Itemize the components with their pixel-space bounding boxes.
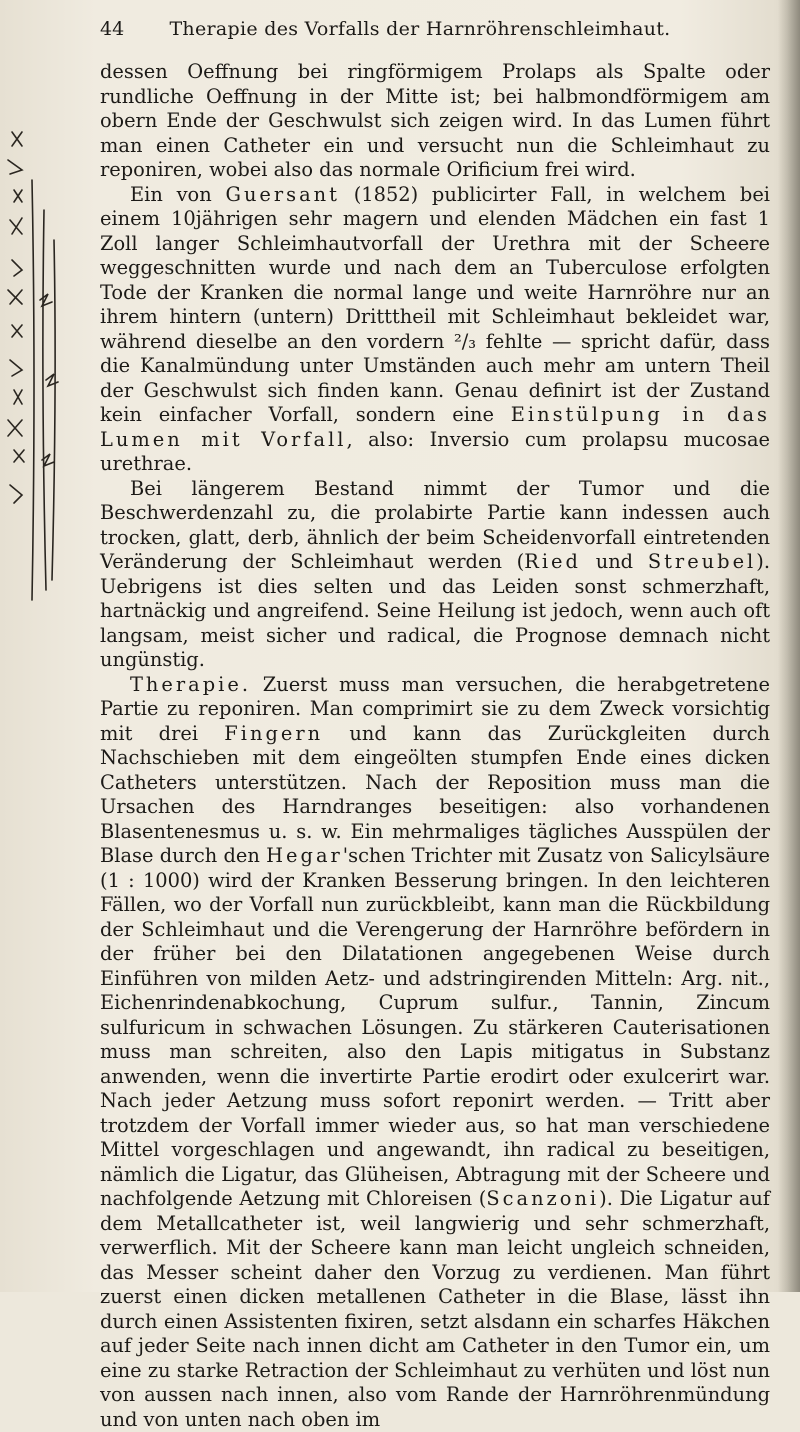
paragraph [100,673,770,1432]
text-run: dessen Oeffnung bei ringförmigem Prolaps als Spalte oder rundliche Oeffnung in der Mitte ist; bei halbmondförmigem am obern Ende der Geschwulst sich zeigen wird. In das Lumen führt man einen Catheter ein und versucht nun die Schleimhaut zu reponiren, wobei also das normale Orificium frei wird. [100,60,770,181]
text-run: Bei längerem Bestand nimmt der Tumor und die Beschwerdenzahl zu, die prolabirte Partie kann indessen auch trocken, glatt, derb, ähnlich der beim Scheidenvorfall eintretenden Veränderung der Schleimhaut werden ( [100,477,770,574]
text-run: , also: Inversio cum prolapsu mucosae urethrae. [100,428,770,476]
text-run: und kann das Zurückgleiten durch Nachschieben mit dem eingeölten stumpfen Ende eines dicken Catheters unterstützen. Nach der Reposition muss man die Ursachen des Harndranges beseitigen: also vorhandenen Blasentenesmus u. s. w. Ein mehrmaliges tägliches Ausspülen der Blase durch den [100,722,770,868]
spaced-emphasis: Ried [524,550,581,573]
text-run: (1852) publicirter Fall, in welchem bei einem 10jährigen sehr magern und elenden Mädchen ein fast 1 Zoll langer Schleimhautvorfall der Urethra mit der Scheere weggeschnitten wurde und nach dem an Tuberculose erfolgten Tode der Kranken die normal lange und weite Harnröhre nur an ihrem hintern (untern) Dritttheil mit Schleimhaut bekleidet war, während dieselbe an den vordern ²/₃ fehlte — spricht dafür, dass die Kanalmündung unter Umständen auch mehr am untern Theil der Geschwulst sich finden kann. Genau definirt ist der Zustand kein einfacher Vorfall, sondern eine [100,183,770,427]
running-title: Therapie des Vorfalls der Harnröhrenschleimhaut. [100,18,740,40]
text-run: 'schen Trichter mit Zusatz von Salicylsäure (1 : 1000) wird der Kranken Besserung bringen. In den leichteren Fällen, wo der Vorfall nun zurückbleibt, kann man die Rückbildung der Schleimhaut und die Verengerung der Harnröhre befördern in der früher bei den Dilatationen angegebenen Weise durch Einführen von milden Aetz- und adstringirenden Mitteln: Arg. nit., Eichenrindenabkochung, Cuprum sulfur., Tannin, Zincum sulfuricum in schwachen Lösungen. Zu stärkeren Cauterisationen muss man schreiten, also den Lapis mitigatus in Substanz anwenden, wenn die invertirte Partie erodirt oder exulcerirt war. Nach jeder Aetzung muss sofort reponirt werden. — Tritt aber trotzdem der Vorfall immer wieder aus, so hat man verschiedene Mittel vorgeschlagen und angewandt, ihn radical zu beseitigen, nämlich die Ligatur, das Glüheisen, Abtragung mit der Scheere und nachfolgende Aetzung mit Chloreisen ( [100,844,770,1210]
paragraph [100,183,770,477]
spaced-emphasis: Therapie. [130,673,251,696]
paragraph [100,477,770,673]
page-header [100,18,740,48]
spaced-emphasis: Einstülpung in das Lumen mit Vorfall [100,403,770,451]
spaced-emphasis: Scanzoni [486,1187,599,1210]
text-run: ). Die Ligatur auf dem Metallcatheter ist, weil langwierig und sehr schmerzhaft, verwerflich. Mit der Scheere kann man leicht ungleich schneiden, das Messer scheint daher den Vorzug zu verdienen. Man führt zuerst einen dicken metallenen Catheter in die Blase, lässt ihn durch einen Assistenten fixiren, setzt alsdann ein scharfes Häkchen auf jeder Seite nach innen dicht am Catheter in den Tumor ein, um eine zu starke Retraction der Schleimhaut zu verhüten und löst nun von aussen nach innen, also vom Rande der Harnröhrenmündung und von unten nach oben im [100,1187,770,1431]
text-run: Zuerst muss man versuchen, die herabgetretene Partie zu reponiren. Man comprimirt sie zu dem Zweck vorsichtig mit drei [100,673,770,745]
spaced-emphasis: Streubel [648,550,756,573]
page-number: 44 [100,18,124,40]
spaced-emphasis: Hegar [266,844,343,867]
spaced-emphasis: Fingern [224,722,323,745]
spaced-emphasis: Guersant [225,183,340,206]
handwritten-margin-notes [2,120,72,720]
page-edge-shadow [778,0,800,1292]
paragraph [100,60,770,183]
body-text [100,60,770,1432]
text-run: und [581,550,648,573]
text-run: Ein von [130,183,225,206]
text-run: ). Uebrigens ist dies selten und das Leiden sonst schmerzhaft, hartnäckig und angreifend. Seine Heilung ist jedoch, wenn auch oft langsam, meist sicher und radical, die Prognose demnach nicht ungünstig. [100,550,770,671]
